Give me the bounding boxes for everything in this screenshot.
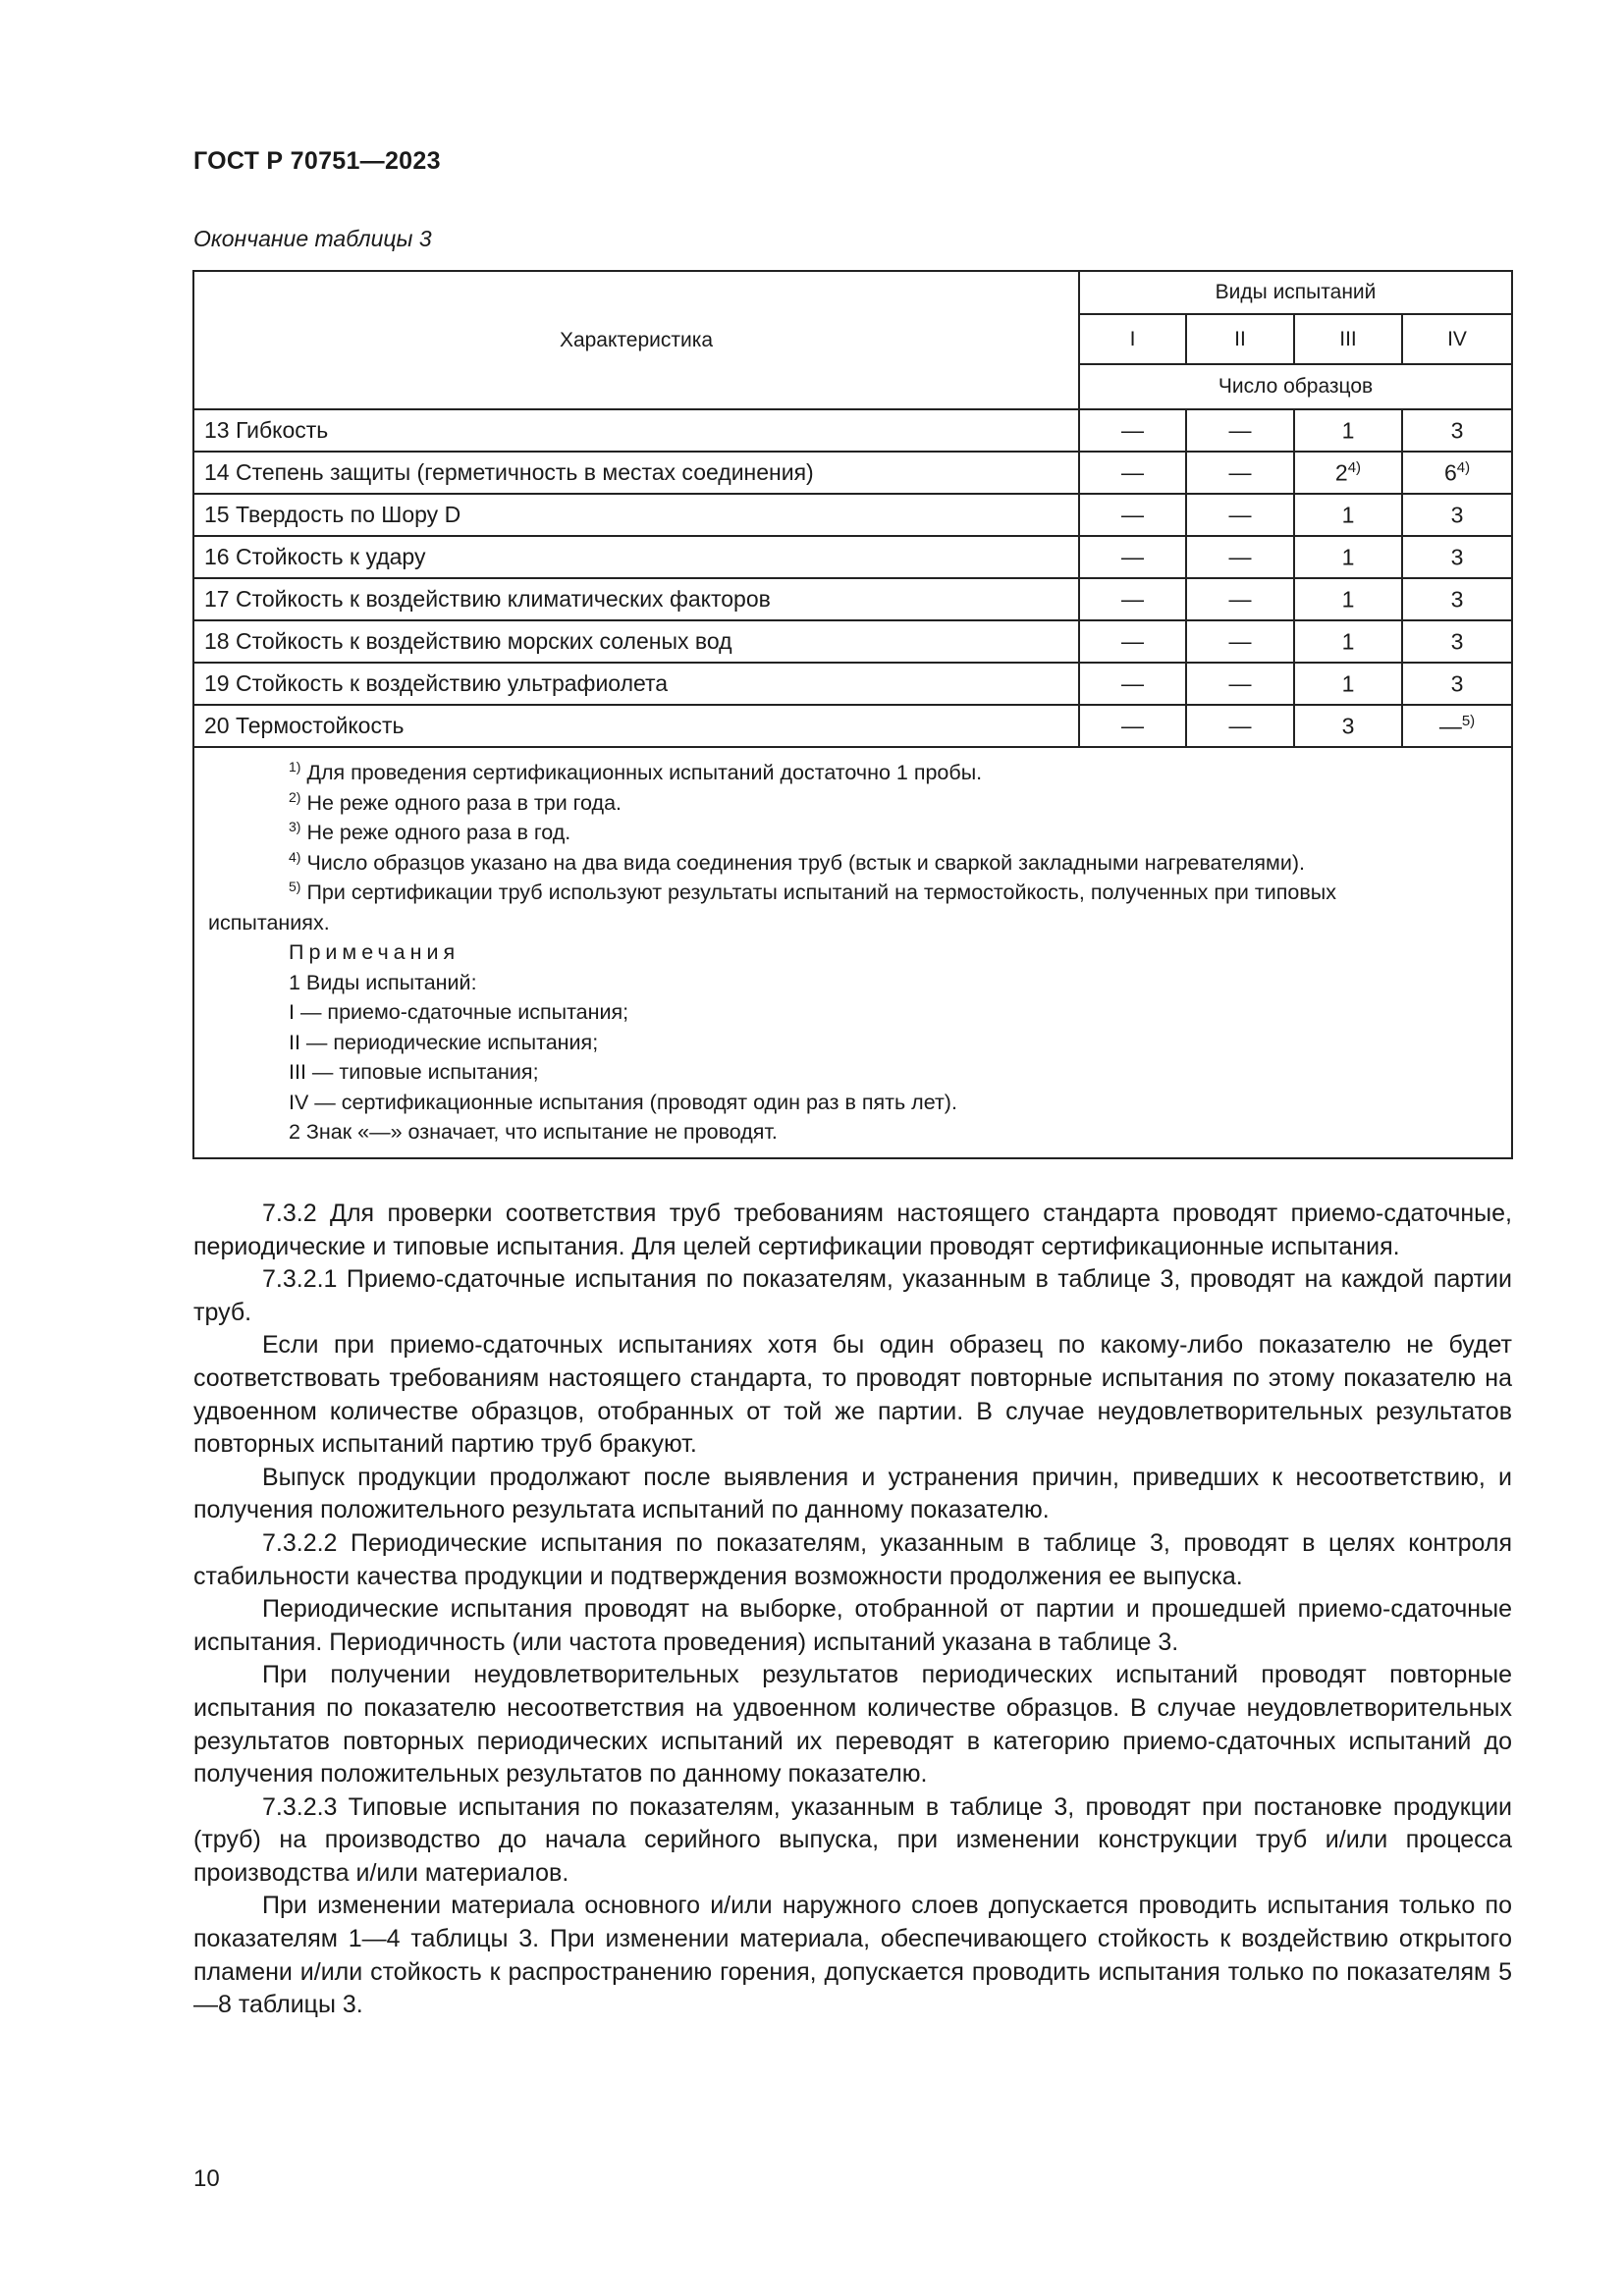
cell-col-4 — [1402, 536, 1512, 578]
notes-title: Примечания — [289, 940, 460, 964]
footnote — [208, 758, 1497, 788]
paragraph: 7.3.2.2 Периодические испытания по показателям, указанным в таблице 3, проводят в целях контроля стабильности качества продукции и подтверждения возможности продолжения ее выпуска. — [193, 1528, 1512, 1590]
footnote — [208, 818, 1497, 848]
footnote-mark: 5) — [289, 878, 301, 894]
samples-table — [192, 270, 1513, 1159]
cell-col-2: — — [1186, 494, 1294, 536]
cell-col-3 — [1294, 494, 1402, 536]
footnote-ref: 4) — [1347, 458, 1362, 476]
table-row — [193, 620, 1512, 663]
table-row — [193, 452, 1512, 494]
cell-col-3 — [1294, 663, 1402, 705]
row-name: 15 Твердость по Шору D — [193, 494, 1079, 536]
cell-col-4 — [1402, 409, 1512, 452]
cell-value: 3 — [1341, 713, 1355, 739]
note-line: 1 Виды испытаний: — [289, 970, 477, 994]
footnote-text: Число образцов указано на два вида соединения труб (встык и сваркой закладными нагревателями). — [306, 850, 1305, 875]
paragraph: 7.3.2.3 Типовые испытания по показателям, указанным в таблице 3, проводят при постановке продукции (труб) на производство до начала серийного выпуска, при изменении конструкции труб и/или процесса производства и/или материалов. — [193, 1792, 1512, 1887]
cell-col-3 — [1294, 452, 1402, 494]
table-row — [193, 536, 1512, 578]
note-line: IV — сертификационные испытания (проводят один раз в пять лет). — [289, 1090, 957, 1114]
cell-value: 3 — [1450, 628, 1464, 655]
footnote-continuation: испытаниях. — [208, 910, 330, 934]
note-line: I — приемо-сдаточные испытания; — [289, 1000, 629, 1024]
cell-col-1: — — [1079, 705, 1186, 747]
cell-col-1: — — [1079, 452, 1186, 494]
row-name: 17 Стойкость к воздействию климатических факторов — [193, 578, 1079, 620]
header-characteristic: Характеристика — [193, 271, 1079, 409]
table-row — [193, 494, 1512, 536]
header-col-3: III — [1294, 314, 1402, 364]
footnote-mark: 3) — [289, 818, 301, 834]
cell-value: 1 — [1341, 628, 1355, 655]
cell-value: 3 — [1450, 544, 1464, 570]
paragraph: 7.3.2.1 Приемо-сдаточные испытания по показателям, указанным в таблице 3, проводят на каждой партии труб. — [193, 1265, 1512, 1326]
cell-value: — — [1438, 713, 1462, 739]
cell-value: 3 — [1450, 670, 1464, 697]
note-line: 2 Знак «—» означает, что испытание не проводят. — [289, 1120, 778, 1144]
header-col-4: IV — [1402, 314, 1512, 364]
cell-col-4 — [1402, 494, 1512, 536]
table-row — [193, 705, 1512, 747]
cell-col-2: — — [1186, 705, 1294, 747]
table-caption: Окончание таблицы 3 — [193, 226, 432, 251]
header-sample-count: Число образцов — [1079, 364, 1512, 409]
cell-col-2: — — [1186, 620, 1294, 663]
row-name: 14 Степень защиты (герметичность в местах соединения) — [193, 452, 1079, 494]
paragraph: Если при приемо-сдаточных испытаниях хотя бы один образец по какому-либо показателю не будет соответствовать требованиям настоящего стандарта, то проводят повторные испытания по этому показателю на удвоенном количестве образцов, отобранных от той же партии. В случае неудовлетворительных результатов повторных испытаний партию труб бракуют. — [193, 1331, 1512, 1459]
cell-col-4 — [1402, 620, 1512, 663]
cell-col-1: — — [1079, 663, 1186, 705]
cell-col-3 — [1294, 578, 1402, 620]
cell-col-4 — [1402, 452, 1512, 494]
row-name: 18 Стойкость к воздействию морских соленых вод — [193, 620, 1079, 663]
row-name: 20 Термостойкость — [193, 705, 1079, 747]
cell-col-3 — [1294, 536, 1402, 578]
footnote-text: При сертификации труб используют результаты испытаний на термостойкость, полученных при типовых — [306, 881, 1336, 904]
cell-value: 3 — [1450, 417, 1464, 444]
cell-value: 1 — [1341, 502, 1355, 528]
cell-col-2: — — [1186, 452, 1294, 494]
cell-value: 3 — [1450, 502, 1464, 528]
cell-col-4 — [1402, 663, 1512, 705]
row-name: 16 Стойкость к удару — [193, 536, 1079, 578]
page-number: 10 — [193, 2165, 220, 2192]
header-col-2: II — [1186, 314, 1294, 364]
cell-col-1: — — [1079, 536, 1186, 578]
footnote-mark: 2) — [289, 788, 301, 805]
row-name: 19 Стойкость к воздействию ультрафиолета — [193, 663, 1079, 705]
paragraph: При изменении материала основного и/или наружного слоев допускается проводить испытания только по показателям 1—4 таблицы 3. При изменении материала, обеспечивающего стойкость к воздействию открытого пламени и/или стойкость к распространению горения, допускается проводить испытания только по показателям 5—8 таблицы 3. — [193, 1892, 1512, 2019]
cell-value: 1 — [1341, 417, 1355, 444]
header-test-types: Виды испытаний — [1079, 271, 1512, 314]
cell-col-2: — — [1186, 578, 1294, 620]
cell-col-2: — — [1186, 409, 1294, 452]
cell-col-3 — [1294, 705, 1402, 747]
paragraph: 7.3.2 Для проверки соответствия труб требованиям настоящего стандарта проводят приемо-сдаточные, периодические и типовые испытания. Для целей сертификации проводят сертификационные испытания. — [193, 1200, 1512, 1260]
cell-col-4 — [1402, 578, 1512, 620]
footnote-ref: 5) — [1461, 712, 1476, 729]
footnote-text: Не реже одного раза в год. — [306, 821, 571, 844]
paragraph: При получении неудовлетворительных результатов периодических испытаний проводят повторные испытания по показателю несоответствия на удвоенном количестве образцов. В случае неудовлетворительных результатов повторных периодических испытаний их переводят в категорию приемо-сдаточных испытаний до получения положительных результатов по данному показателю. — [193, 1661, 1512, 1789]
cell-col-3 — [1294, 620, 1402, 663]
footnote-ref: 4) — [1456, 458, 1471, 476]
cell-value: 6 — [1443, 459, 1457, 486]
note-line: II — периодические испытания; — [289, 1030, 599, 1054]
document-header: ГОСТ Р 70751—2023 — [193, 147, 441, 175]
cell-col-2: — — [1186, 536, 1294, 578]
footnote-mark: 4) — [289, 848, 301, 865]
cell-value: 1 — [1341, 670, 1355, 697]
footnote-text: Не реже одного раза в три года. — [306, 790, 623, 815]
footnote — [208, 788, 1497, 819]
cell-value: 3 — [1450, 586, 1464, 613]
table-row — [193, 578, 1512, 620]
footnote — [208, 848, 1497, 879]
footnote-mark: 1) — [289, 758, 301, 774]
cell-value: 2 — [1334, 459, 1348, 486]
row-name: 13 Гибкость — [193, 409, 1079, 452]
body-text — [193, 1198, 1512, 2022]
cell-value: 1 — [1341, 586, 1355, 613]
paragraph: Периодические испытания проводят на выборке, отобранной от партии и прошедшей приемо-сдаточные испытания. Периодичность (или частота проведения) испытаний указана в таблице 3. — [193, 1595, 1512, 1656]
table-notes — [193, 747, 1512, 1158]
table-row — [193, 663, 1512, 705]
cell-col-1: — — [1079, 578, 1186, 620]
header-col-1: I — [1079, 314, 1186, 364]
note-line: III — типовые испытания; — [289, 1060, 539, 1084]
table-row — [193, 409, 1512, 452]
footnote — [208, 878, 1497, 908]
cell-col-1: — — [1079, 620, 1186, 663]
footnote-text: Для проведения сертификационных испытаний достаточно 1 пробы. — [306, 761, 983, 784]
cell-col-1: — — [1079, 494, 1186, 536]
cell-col-2: — — [1186, 663, 1294, 705]
cell-col-1: — — [1079, 409, 1186, 452]
paragraph: Выпуск продукции продолжают после выявления и устранения причин, приведших к несоответствию, и получения положительного результата испытаний по данному показателю. — [193, 1463, 1512, 1524]
cell-col-4 — [1402, 705, 1512, 747]
cell-value: 1 — [1341, 544, 1355, 570]
cell-col-3 — [1294, 409, 1402, 452]
